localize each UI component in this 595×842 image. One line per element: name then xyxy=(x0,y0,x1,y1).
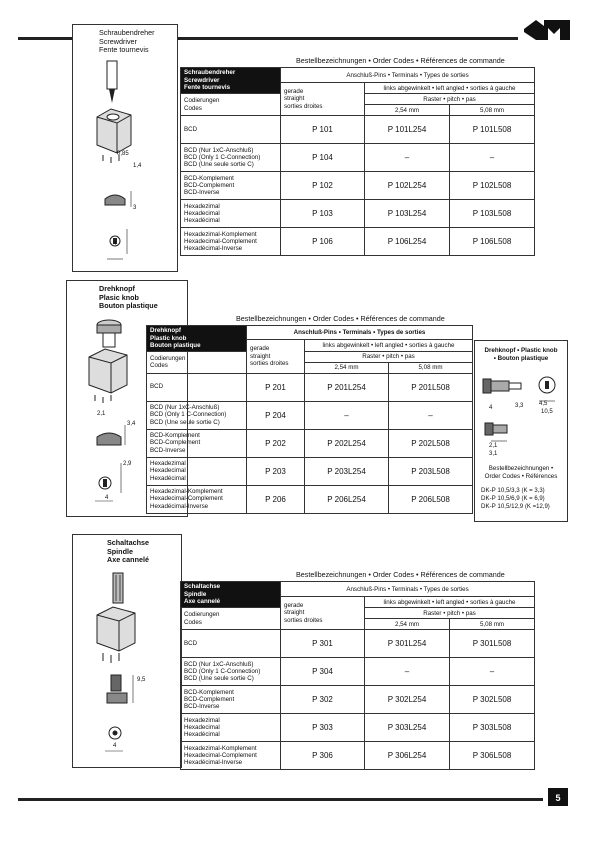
pitch-254-header: 2,54 mm xyxy=(365,619,450,630)
accessory-title: Drehknopf • Plastic knob xyxy=(484,347,558,354)
table-row: BCD-Komplement BCD-Complement BCD-Inverse P 302 P 302L254 P 302L508 xyxy=(181,686,535,714)
dim-label: 4 xyxy=(113,743,117,749)
accessory-title: • Bouton plastique xyxy=(493,354,549,362)
dim-label: 3 xyxy=(133,205,137,211)
table-row: BCD (Nur 1xC-Anschluß) BCD (Only 1 C-Connection) BCD (Une seule sortie C) P 104 – – xyxy=(181,144,535,172)
codes-header: Codierungen Codes xyxy=(181,608,281,630)
angled-header: links abgewinkelt • left angled • sorties à gauche xyxy=(365,597,535,608)
angled-header: links abgewinkelt • left angled • sorties à gauche xyxy=(365,83,535,94)
dim-label: 3,3 xyxy=(515,403,524,409)
dim-label: 9,5 xyxy=(137,677,146,683)
codes-header: Codierungen Codes xyxy=(147,351,247,373)
image-caption-fr: Bouton plastique xyxy=(99,301,158,310)
screwdriver-switch-drawing xyxy=(93,59,163,264)
table-row: Hexadezimal Hexadecimal Hexadécimal P 103 P 103L254 P 103L508 xyxy=(181,200,535,228)
table-row: Hexadezimal-Komplement Hexadecimal-Complement Hexadécimal-Inverse P 206 P 206L254 P 206L508 xyxy=(147,485,473,513)
order-codes-table-spindle xyxy=(180,581,535,770)
table-type-header: Drehknopf Plastic knob Bouton plastique xyxy=(147,326,247,352)
table-row: Hexadezimal Hexadecimal Hexadécimal P 203 P 203L254 P 203L508 xyxy=(147,457,473,485)
table-type-header: Schaltachse Spindle Axe cannelé xyxy=(181,582,281,608)
spindle-switch-drawing xyxy=(91,571,161,761)
image-caption-en: Screwdriver xyxy=(99,36,137,46)
terminals-header: Anschluß-Pins • Terminals • Types de sorties xyxy=(281,68,535,83)
accessory-order-title: Order Codes • Références xyxy=(484,472,558,480)
pitch-254-header: 2,54 mm xyxy=(305,362,389,373)
dim-label: 4 xyxy=(105,495,109,501)
table-row: BCD P 201 P 201L254 P 201L508 xyxy=(147,373,473,401)
pitch-508-header: 5,08 mm xyxy=(389,362,473,373)
straight-header: gerade straight sorties droites xyxy=(247,340,305,374)
pitch-508-header: 5,08 mm xyxy=(450,105,535,116)
dim-label: 2,1 xyxy=(489,443,498,449)
dim-label: 4,5 xyxy=(539,401,548,407)
table-row: BCD (Nur 1xC-Anschluß) BCD (Only 1 C-Connection) BCD (Une seule sortie C) P 304 – – xyxy=(181,658,535,686)
dim-label: 10,5 xyxy=(541,409,553,415)
table-type-header: Schraubendreher Screwdriver Fente tournevis xyxy=(181,68,281,94)
dim-label: 3,1 xyxy=(489,451,498,457)
terminals-header: Anschluß-Pins • Terminals • Types de sorties xyxy=(247,326,473,340)
dim-label: 2,9 xyxy=(123,461,132,467)
image-caption-de: Drehknopf xyxy=(99,284,135,293)
order-codes-title: Bestellbezeichnungen • Order Codes • Références de commande xyxy=(296,56,505,65)
order-codes-table-plastic-knob xyxy=(146,325,473,514)
image-caption-de: Schaltachse xyxy=(107,538,149,547)
screwdriver-image-box xyxy=(72,24,178,272)
terminals-header: Anschluß-Pins • Terminals • Types de sorties xyxy=(281,582,535,597)
bottom-rule xyxy=(18,798,543,801)
table-row: BCD (Nur 1xC-Anschluß) BCD (Only 1 C-Connection) BCD (Une seule sortie C) P 204 – – xyxy=(147,401,473,429)
straight-header: gerade straight sorties droites xyxy=(281,597,365,630)
accessory-order-title: Bestellbezeichnungen • xyxy=(488,465,554,472)
order-codes-title: Bestellbezeichnungen • Order Codes • Références de commande xyxy=(236,314,445,323)
image-caption-fr: Fente tournevis xyxy=(99,45,149,54)
dim-label: 0,85 xyxy=(117,151,129,157)
pitch-header: Raster • pitch • pas xyxy=(365,608,535,619)
order-codes-table-screwdriver xyxy=(180,67,535,256)
table-row: Hexadezimal-Komplement Hexadecimal-Complement Hexadécimal-Inverse P 306 P 306L254 P 306L508 xyxy=(181,742,535,770)
table-row: BCD-Komplement BCD-Complement BCD-Inverse P 102 P 102L254 P 102L508 xyxy=(181,172,535,200)
table-row: Hexadezimal Hexadecimal Hexadécimal P 303 P 303L254 P 303L508 xyxy=(181,714,535,742)
dim-label: 2,1 xyxy=(97,411,106,417)
order-codes-title: Bestellbezeichnungen • Order Codes • Références de commande xyxy=(296,570,505,579)
dim-label: 4 xyxy=(113,241,117,247)
cm-logo xyxy=(522,18,570,40)
table-row: BCD-Komplement BCD-Complement BCD-Inverse P 202 P 202L254 P 202L508 xyxy=(147,429,473,457)
image-caption-en: Spindle xyxy=(107,546,133,556)
pitch-254-header: 2,54 mm xyxy=(365,105,450,116)
image-caption-de: Schraubendreher xyxy=(99,28,155,37)
table-row: BCD P 101 P 101L254 P 101L508 xyxy=(181,116,535,144)
table-row: Hexadezimal-Komplement Hexadecimal-Complement Hexadécimal-Inverse P 106 P 106L254 P 106L508 xyxy=(181,228,535,256)
straight-header: gerade straight sorties droites xyxy=(281,83,365,116)
spindle-image-box xyxy=(72,534,182,768)
pitch-508-header: 5,08 mm xyxy=(450,619,535,630)
table-row: BCD P 301 P 301L254 P 301L508 xyxy=(181,630,535,658)
page-number: 5 xyxy=(548,788,568,806)
dim-label: 3,4 xyxy=(127,421,136,427)
svg-text:CM: CM xyxy=(522,18,524,19)
image-caption-fr: Axe cannelé xyxy=(107,555,149,564)
accessory-code-row: DK-P 10,5/6,9 (K = 6,9) xyxy=(481,495,545,502)
codes-header: Codierungen Codes xyxy=(181,94,281,116)
accessory-code-row: DK-P 10,5/12,9 (K =12,9) xyxy=(481,503,550,510)
angled-header: links abgewinkelt • left angled • sorties à gauche xyxy=(305,340,473,352)
dim-label: 1,4 xyxy=(133,163,142,169)
image-caption-en: Plasic knob xyxy=(99,292,139,302)
plastic-knob-accessory-box xyxy=(474,340,568,522)
dim-label: 4 xyxy=(489,405,493,411)
pitch-header: Raster • pitch • pas xyxy=(365,94,535,105)
pitch-header: Raster • pitch • pas xyxy=(305,351,473,362)
accessory-code-row: DK-P 10,5/3,3 (K = 3,3) xyxy=(481,487,545,494)
